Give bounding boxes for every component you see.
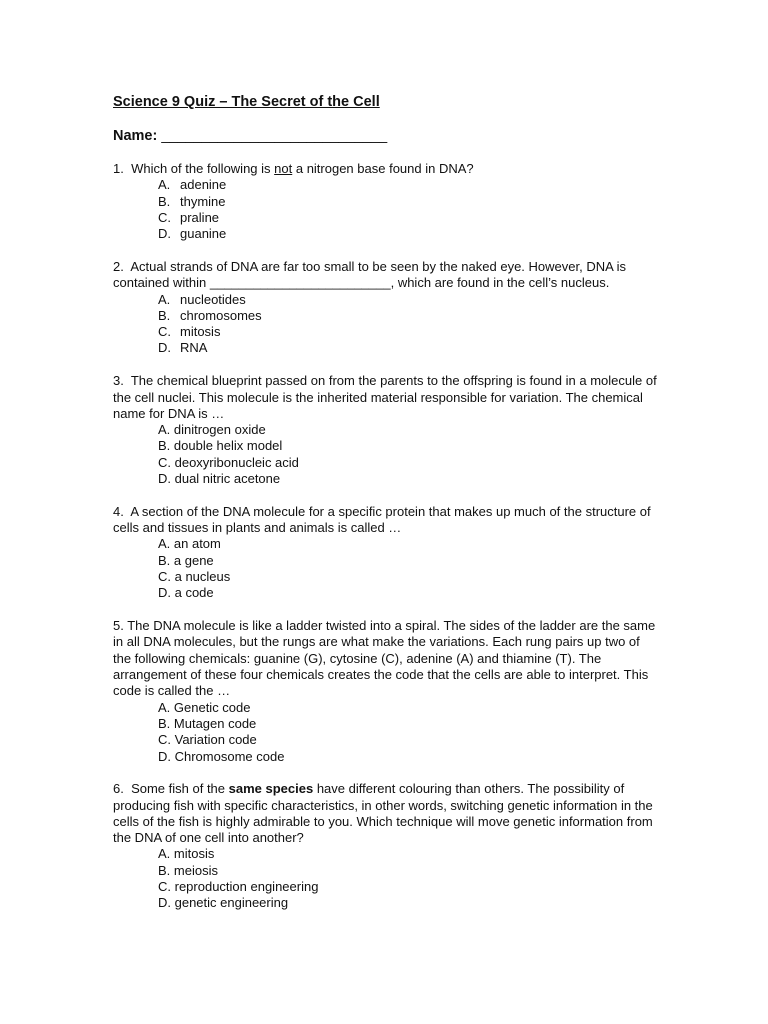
- option-text: chromosomes: [180, 307, 262, 323]
- question-1-options: [113, 177, 658, 242]
- option-letter: D.: [158, 340, 171, 356]
- option-b: B. Mutagen code: [158, 715, 257, 731]
- question-2-options: [113, 292, 658, 357]
- option-text: guanine: [180, 226, 227, 242]
- option-a: A. mitosis: [158, 846, 215, 862]
- option-d: D. genetic engineering: [158, 895, 289, 911]
- option-b: B. double helix model: [158, 438, 283, 454]
- question-4: [113, 504, 658, 602]
- option-c: C. a nucleus: [158, 569, 231, 585]
- question-4-options: [113, 536, 658, 601]
- question-number: 2.: [113, 258, 124, 274]
- name-field: [113, 127, 658, 145]
- option-d: D. dual nitric acetone: [158, 471, 281, 487]
- question-6-text: [113, 781, 658, 846]
- option-a: [113, 292, 658, 308]
- name-label: Name:: [113, 128, 158, 144]
- option-text: praline: [180, 209, 220, 225]
- page-title: Science 9 Quiz – The Secret of the Cell: [113, 94, 380, 110]
- question-4-body: A section of the DNA molecule for a specific protein that makes up much of the structure of cells and tissues in plants and animals is called …: [113, 503, 651, 536]
- option-b: [113, 308, 658, 324]
- option-letter: A.: [158, 291, 171, 307]
- question-1-pre: Which of the following is: [131, 161, 275, 176]
- question-5-body: The DNA molecule is like a ladder twisted into a spiral. The sides of the ladder are the same in all DNA molecules, but the rungs are what make the variations. Each rung pairs up two of the following chemicals: guanine (G), cytosine (C), adenine (A) and thiamine (T). The arrangement of these four chemicals creates the code that the cells are able to interpret. This code is called the …: [113, 618, 656, 699]
- question-3-text: [113, 373, 658, 422]
- option-c: C. reproduction engineering: [158, 879, 319, 895]
- question-2-pre: Actual strands of DNA are far too small to be seen by the naked eye. However, DNA is contained within: [113, 258, 627, 291]
- question-6-bold: same species: [228, 781, 314, 797]
- question-number: 4.: [113, 503, 124, 519]
- question-number: 1.: [113, 161, 124, 176]
- question-1-underlined: not: [274, 161, 293, 176]
- option-letter: B.: [158, 307, 171, 323]
- question-2-blank: _________________________: [209, 275, 391, 291]
- question-number: 5.: [113, 618, 124, 634]
- question-2: [113, 259, 658, 357]
- quiz-page: [113, 93, 658, 928]
- option-letter: C.: [158, 209, 171, 225]
- question-5-options: [113, 700, 658, 765]
- option-letter: C.: [158, 324, 171, 340]
- option-text: adenine: [180, 177, 227, 193]
- option-d: [113, 340, 658, 356]
- question-5-text: [113, 618, 658, 699]
- question-2-text: [113, 259, 658, 292]
- question-6-post: have different colouring than others. The possibility of producing fish with specific characteristics, in other words, switching genetic information in the cells of the fish is highly admirable to you. Which technique will move genetic information from the DNA of one cell into another?: [113, 781, 653, 846]
- option-d: [113, 226, 658, 242]
- option-c: C. Variation code: [158, 732, 257, 748]
- question-5: [113, 618, 658, 765]
- question-6-pre: Some fish of the: [131, 781, 229, 797]
- question-number: 3.: [113, 373, 124, 389]
- option-letter: A.: [158, 177, 171, 193]
- option-b: B. meiosis: [158, 862, 218, 878]
- option-text: RNA: [180, 340, 208, 356]
- option-text: thymine: [180, 193, 226, 209]
- question-number: 6.: [113, 781, 124, 797]
- option-letter: D.: [158, 226, 171, 242]
- option-text: mitosis: [180, 324, 221, 340]
- option-b: [113, 194, 658, 210]
- option-text: nucleotides: [180, 291, 246, 307]
- option-a: A. an atom: [158, 536, 221, 552]
- option-a: A. dinitrogen oxide: [158, 422, 266, 438]
- question-3: [113, 373, 658, 487]
- option-b: B. a gene: [158, 552, 214, 568]
- option-letter: B.: [158, 193, 171, 209]
- option-c: [113, 210, 658, 226]
- question-6-options: [113, 846, 658, 911]
- question-4-text: [113, 504, 658, 537]
- question-3-body: The chemical blueprint passed on from the parents to the offspring is found in a molecule of the cell nuclei. This molecule is the inherited material responsible for variation. The chemical name for DNA is …: [113, 373, 657, 421]
- option-c: [113, 324, 658, 340]
- question-1-text: [113, 161, 658, 177]
- question-6: [113, 781, 658, 911]
- option-a: A. Genetic code: [158, 699, 251, 715]
- name-blank: ____________________________: [161, 128, 388, 144]
- option-d: D. Chromosome code: [158, 748, 285, 764]
- question-2-post: , which are found in the cell’s nucleus.: [390, 275, 610, 291]
- option-c: C. deoxyribonucleic acid: [158, 454, 299, 470]
- option-d: D. a code: [158, 585, 214, 601]
- question-1-post: a nitrogen base found in DNA?: [292, 161, 474, 176]
- option-a: [113, 177, 658, 193]
- question-1: [113, 161, 658, 242]
- question-3-options: [113, 422, 658, 487]
